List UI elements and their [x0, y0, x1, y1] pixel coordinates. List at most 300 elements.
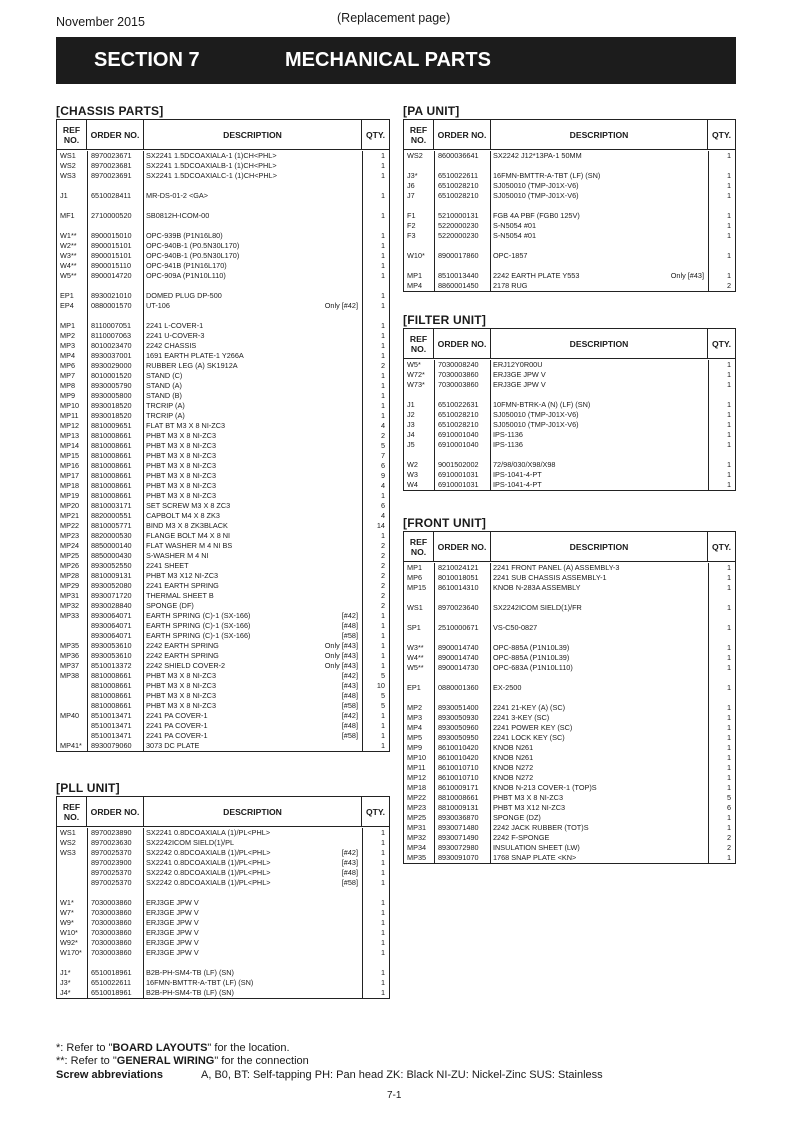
description-column [491, 151, 708, 291]
ref-cell [60, 311, 87, 321]
qty-cell: 1 [380, 161, 385, 170]
description-header: DESCRIPTION [144, 797, 362, 826]
order-header: ORDER NO. [87, 797, 144, 826]
description-cell [146, 151, 362, 161]
qty-cell: 1 [380, 381, 385, 390]
ref-cell: W4** [407, 653, 424, 662]
description-cell [493, 370, 708, 380]
ref-cell: W1** [60, 231, 77, 240]
qty-cell: 1 [380, 661, 385, 670]
order-cell: 8810008661 [91, 491, 132, 500]
description-cell [493, 151, 708, 161]
qty-cell: 1 [380, 291, 385, 300]
order-cell [438, 241, 490, 251]
order-cell: 8810008661 [91, 701, 132, 710]
description-text: SET SCREW M3 X 8 ZC3 [146, 501, 231, 510]
order-cell: 7030003860 [91, 898, 132, 907]
page-number: 7-1 [387, 1090, 402, 1101]
ref-cell: MP31 [407, 823, 427, 832]
description-cell [146, 918, 362, 928]
description-text: IPS-1136 [493, 440, 523, 449]
model-note: [#58] [341, 701, 358, 710]
ref-cell: MP4 [407, 281, 423, 290]
ref-cell: MP33 [60, 611, 80, 620]
description-text: OPC-940B-1 (P0.5N30L170) [146, 251, 240, 260]
description-text: 16FMN-BMTTR-A-TBT (LF) (SN) [493, 171, 601, 180]
order-cell: 7030008240 [438, 360, 479, 369]
description-cell [493, 420, 708, 430]
order-cell: 8970023681 [91, 161, 132, 170]
description-cell [146, 551, 362, 561]
description-text: ERJ3GE JPW V [146, 938, 199, 947]
parts-table [56, 119, 390, 752]
qty-cell: 10 [376, 681, 385, 690]
model-note: [#58] [341, 631, 358, 640]
qty-cell: 1 [726, 703, 731, 712]
ref-cell: W10* [60, 928, 78, 937]
order-cell [438, 161, 490, 171]
order-cell: 8820000551 [91, 511, 132, 520]
order-cell: 8930052550 [91, 561, 132, 570]
description-cell [493, 733, 708, 743]
footnote-board-layouts: *: Refer to "BOARD LAYOUTS" for the location. [56, 1042, 290, 1054]
qty-cell: 1 [380, 301, 385, 310]
qty-cell: 1 [380, 838, 385, 847]
order-cell: 8610010420 [438, 753, 479, 762]
order-cell [91, 888, 143, 898]
description-text: PHBT M3 X 8 NI-ZC3 [146, 431, 217, 440]
ref-cell [60, 691, 87, 701]
order-cell: 6510018961 [91, 988, 132, 997]
ref-cell: WS2 [60, 161, 76, 170]
ref-cell: MP20 [60, 501, 80, 510]
order-cell: 8510013471 [91, 711, 132, 720]
order-cell: 7030003860 [438, 380, 479, 389]
order-cell: 8810005771 [91, 521, 132, 530]
qty-cell: 6 [380, 501, 385, 510]
description-text: S-WASHER M 4 NI [146, 551, 209, 560]
qty-cell: 1 [726, 743, 731, 752]
description-cell [146, 491, 362, 501]
ref-cell: J1 [60, 191, 68, 200]
order-cell: 8900015110 [91, 261, 132, 270]
ref-cell: W72* [407, 370, 425, 379]
description-cell [493, 613, 708, 623]
description-cell [493, 773, 708, 783]
order-cell: 8810008661 [91, 471, 132, 480]
description-text: RUBBER LEG (A) SK1912A [146, 361, 238, 370]
qty-cell: 2 [380, 571, 385, 580]
description-text: PHBT M3 X12 NI-ZC3 [146, 571, 219, 580]
description-text: OPC-939B (P1N16L80) [146, 231, 223, 240]
model-note: [#43] [341, 681, 358, 690]
ref-cell: W3** [407, 643, 424, 652]
description-cell [146, 571, 362, 581]
description-cell [146, 601, 362, 611]
ref-cell: MP35 [60, 641, 80, 650]
description-cell [493, 683, 708, 693]
description-cell [146, 888, 362, 898]
order-header: ORDER NO. [87, 120, 144, 149]
description-cell [146, 868, 362, 878]
description-cell [493, 390, 708, 400]
qty-cell: 1 [380, 651, 385, 660]
description-text: PHBT M3 X 8 NI-ZC3 [146, 461, 217, 470]
order-header: ORDER NO. [434, 532, 491, 561]
description-text: 2241 L-COVER-1 [146, 321, 204, 330]
ref-header: REF NO. [404, 120, 434, 149]
description-text: PHBT M3 X 8 NI-ZC3 [146, 671, 217, 680]
section-number: SECTION 7 [94, 49, 200, 71]
description-cell [146, 161, 362, 171]
description-text: OPC-683A (P1N10L110) [493, 663, 573, 672]
ref-cell: W4** [60, 261, 77, 270]
order-cell: 8930050950 [438, 733, 479, 742]
order-cell: 8930051400 [438, 703, 479, 712]
description-text: 72/98/030/X98/X98 [493, 460, 556, 469]
description-text: SX2242ICOM SIELD(1)/FR [493, 603, 582, 612]
description-text: SX2241 1.5DCOAXIALC-1 (1)CH<PHL> [146, 171, 277, 180]
ref-cell: F2 [407, 221, 416, 230]
description-cell [493, 181, 708, 191]
description-cell [493, 281, 708, 291]
order-cell: 5210000131 [438, 211, 479, 220]
order-cell: 8930053610 [91, 641, 132, 650]
qty-cell: 1 [380, 191, 385, 200]
ref-cell [407, 261, 434, 271]
table-title: [FRONT UNIT] [403, 516, 487, 530]
ref-cell [60, 858, 87, 868]
description-text: TRCRIP (A) [146, 401, 185, 410]
description-text: PHBT M3 X 8 NI-ZC3 [146, 451, 217, 460]
order-cell: 8820000530 [91, 531, 132, 540]
qty-cell: 1 [726, 231, 731, 240]
model-note: [#58] [341, 878, 358, 887]
qty-cell: 2 [726, 833, 731, 842]
description-text: 2241 PA COVER-1 [146, 711, 208, 720]
description-text: PHBT M3 X 8 NI-ZC3 [146, 701, 217, 710]
qty-cell: 1 [380, 711, 385, 720]
ref-cell: MP3 [407, 713, 423, 722]
description-text: PHBT M3 X 8 NI-ZC3 [146, 491, 217, 500]
ref-cell: MP25 [407, 813, 427, 822]
description-cell [146, 431, 362, 441]
order-cell: 7030003860 [438, 370, 479, 379]
order-cell: 8930071490 [438, 833, 479, 842]
qty-cell: 1 [380, 531, 385, 540]
table-title: [FILTER UNIT] [403, 313, 487, 327]
model-note: [#48] [341, 621, 358, 630]
qty-cell [709, 633, 731, 643]
table-header-row [404, 532, 735, 562]
description-text: OPC-941B (P1N16L170) [146, 261, 227, 270]
ref-cell: MP2 [407, 703, 423, 712]
description-cell [146, 701, 362, 711]
ref-cell: EP1 [60, 291, 74, 300]
qty-cell: 1 [726, 171, 731, 180]
qty-cell: 1 [726, 440, 731, 449]
ref-cell: MP8 [60, 381, 76, 390]
description-cell [146, 968, 362, 978]
ref-cell: MP22 [60, 521, 80, 530]
description-header: DESCRIPTION [491, 532, 708, 561]
ref-cell [407, 241, 434, 251]
description-text: VS-C50-0827 [493, 623, 538, 632]
qty-cell: 1 [380, 331, 385, 340]
header-note: (Replacement page) [337, 11, 451, 25]
description-text: 2241 U-COVER-3 [146, 331, 205, 340]
description-text: KNOB N272 [493, 763, 534, 772]
description-cell [493, 410, 708, 420]
qty-cell: 1 [380, 928, 385, 937]
order-cell [91, 221, 143, 231]
qty-cell: 1 [380, 171, 385, 180]
ref-cell: MP12 [407, 773, 427, 782]
order-cell: 6510028210 [438, 181, 479, 190]
order-column [87, 828, 144, 998]
order-cell: 8970023671 [91, 151, 132, 160]
qty-cell: 1 [726, 460, 731, 469]
qty-cell: 1 [380, 261, 385, 270]
order-header: ORDER NO. [434, 329, 491, 358]
ref-cell: W3** [60, 251, 77, 260]
order-cell: 7030003860 [91, 938, 132, 947]
parts-table [403, 119, 736, 292]
model-note: [#48] [341, 868, 358, 877]
ref-cell: MP12 [60, 421, 80, 430]
qty-cell: 1 [726, 221, 731, 230]
description-cell [493, 271, 708, 281]
description-cell [493, 803, 708, 813]
description-text: B2B-PH-SM4-TB (LF) (SN) [146, 968, 234, 977]
ref-cell: WS1 [60, 151, 76, 160]
description-text: 2241 PA COVER-1 [146, 731, 208, 740]
model-note: Only [#43] [324, 641, 358, 650]
description-text: STAND (B) [146, 391, 182, 400]
description-text: DOMED PLUG DP-500 [146, 291, 222, 300]
description-cell [146, 311, 362, 321]
qty-cell: 1 [726, 271, 731, 280]
description-text: 2241 SHEET [146, 561, 189, 570]
model-note: Only [#42] [324, 301, 358, 310]
description-text: FLAT BT M3 X 8 NI-ZC3 [146, 421, 226, 430]
description-cell [146, 291, 362, 301]
description-cell [146, 671, 362, 681]
ref-cell: MP16 [60, 461, 80, 470]
order-cell: 6910001040 [438, 430, 479, 439]
description-cell [146, 898, 362, 908]
order-cell: 8930050960 [438, 723, 479, 732]
order-cell: 5220000230 [438, 221, 479, 230]
description-text: PHBT M3 X 8 NI-ZC3 [146, 441, 217, 450]
ref-cell [407, 390, 434, 400]
description-text: 2241 EARTH SPRING [146, 581, 219, 590]
description-cell [146, 191, 362, 201]
description-text: 2242 JACK RUBBER (TOT)S [493, 823, 589, 832]
description-cell [493, 663, 708, 673]
ref-cell: MP15 [60, 451, 80, 460]
description-cell [493, 573, 708, 583]
order-cell: 8810008661 [91, 441, 132, 450]
description-text: PHBT M3 X 8 NI-ZC3 [146, 681, 217, 690]
ref-cell: MP34 [407, 843, 427, 852]
qty-cell: 1 [726, 573, 731, 582]
ref-cell: F1 [407, 211, 416, 220]
ref-column [404, 151, 434, 291]
order-cell [438, 693, 490, 703]
qty-cell: 1 [380, 351, 385, 360]
table-title: [PA UNIT] [403, 104, 460, 118]
order-cell [438, 633, 490, 643]
ref-cell: MP32 [60, 601, 80, 610]
order-cell: 2710000520 [91, 211, 132, 220]
description-text: 2242 EARTH SPRING [146, 641, 219, 650]
description-text: PHBT M3 X 8 NI-ZC3 [146, 471, 217, 480]
description-cell [146, 411, 362, 421]
ref-cell: MP26 [60, 561, 80, 570]
order-cell [438, 261, 490, 271]
description-text: SX2241 1.5DCOAXIALA-1 (1)CH<PHL> [146, 151, 277, 160]
qty-cell: 2 [380, 591, 385, 600]
description-text: OPC-909A (P1N10L110) [146, 271, 226, 280]
description-text: STAND (C) [146, 371, 183, 380]
description-text: ERJ3GE JPW V [493, 370, 546, 379]
description-text: SX2242 0.8DCOAXIALB (1)/PL<PHL> [146, 848, 271, 857]
ref-cell [60, 621, 87, 631]
ref-cell [60, 701, 87, 711]
description-cell [146, 381, 362, 391]
description-text: ERJ3GE JPW V [146, 908, 199, 917]
section-banner [56, 37, 736, 84]
description-cell [146, 838, 362, 848]
description-text: 2242 CHASSIS [146, 341, 197, 350]
description-cell [146, 978, 362, 988]
ref-cell: J5 [407, 440, 415, 449]
qty-cell [363, 221, 385, 231]
description-text: 2241 FRONT PANEL (A) ASSEMBLY-3 [493, 563, 620, 572]
table-header-row [57, 120, 389, 150]
description-text: TRCRIP (A) [146, 411, 185, 420]
qty-header: QTY. [711, 129, 732, 140]
ref-cell: MP31 [60, 591, 80, 600]
description-text: BIND M3 X 8 ZK3BLACK [146, 521, 228, 530]
description-cell [146, 711, 362, 721]
ref-cell: MP29 [60, 581, 80, 590]
description-text: SX2241 0.8DCOAXIALA (1)/PL<PHL> [146, 828, 271, 837]
order-cell: 8930018520 [91, 411, 132, 420]
description-text: 2241 21-KEY (A) (SC) [493, 703, 566, 712]
ref-cell [407, 201, 434, 211]
ref-cell: MP4 [60, 351, 76, 360]
ref-cell [60, 878, 87, 888]
description-cell [146, 501, 362, 511]
description-text: SX2241 1.5DCOAXIALB-1 (1)CH<PHL> [146, 161, 277, 170]
qty-cell: 1 [726, 583, 731, 592]
order-cell: 8010018051 [438, 573, 479, 582]
qty-cell [709, 241, 731, 251]
ref-cell [407, 161, 434, 171]
ref-cell: MP17 [60, 471, 80, 480]
qty-cell: 14 [376, 521, 385, 530]
order-cell: 5220000230 [438, 231, 479, 240]
order-cell: 7030003860 [91, 908, 132, 917]
ref-cell: MP15 [407, 583, 427, 592]
description-cell [493, 261, 708, 271]
ref-cell: W4 [407, 480, 418, 489]
ref-cell [407, 450, 434, 460]
model-note: [#42] [341, 611, 358, 620]
description-header: DESCRIPTION [491, 329, 708, 358]
order-cell: 8510013471 [91, 731, 132, 740]
order-cell: 8610009171 [438, 783, 479, 792]
description-text: IPS-1041-4-PT [493, 480, 542, 489]
ref-cell [60, 888, 87, 898]
order-cell: 6510028210 [438, 420, 479, 429]
order-cell: 8970023630 [91, 838, 132, 847]
order-cell: 8810009651 [91, 421, 132, 430]
order-cell: 8970025370 [91, 848, 132, 857]
description-cell [146, 661, 362, 671]
ref-cell [60, 958, 87, 968]
description-cell [493, 763, 708, 773]
ref-cell: MP6 [60, 361, 76, 370]
ref-cell: SP1 [407, 623, 421, 632]
description-cell [493, 251, 708, 261]
description-text: FLANGE BOLT M4 X 8 NI [146, 531, 231, 540]
filter-unit-block [403, 313, 736, 491]
ref-cell: J4* [60, 988, 71, 997]
order-cell: 8930005790 [91, 381, 132, 390]
order-cell: 8970023691 [91, 171, 132, 180]
description-text: 1691 EARTH PLATE-1 Y266A [146, 351, 244, 360]
description-cell [146, 641, 362, 651]
order-cell: 8900017860 [438, 251, 479, 260]
qty-cell: 6 [726, 803, 731, 812]
ref-cell: J6 [407, 181, 415, 190]
ref-cell: MP24 [60, 541, 80, 550]
qty-cell: 1 [380, 631, 385, 640]
ref-cell: MP18 [407, 783, 427, 792]
description-cell [146, 611, 362, 621]
qty-cell: 1 [380, 878, 385, 887]
model-note: Only [#43] [324, 661, 358, 670]
order-cell: 8900014730 [438, 663, 479, 672]
description-text: SX2241 0.8DCOAXIALB (1)/PL<PHL> [146, 858, 271, 867]
qty-cell: 1 [726, 410, 731, 419]
qty-cell: 1 [380, 908, 385, 917]
order-cell: 8510013372 [91, 661, 132, 670]
description-cell [146, 631, 362, 641]
order-cell: 6910001040 [438, 440, 479, 449]
description-text: 2241 LOCK KEY (SC) [493, 733, 565, 742]
order-cell: 8930072980 [438, 843, 479, 852]
description-cell [146, 848, 362, 858]
qty-cell: 2 [726, 843, 731, 852]
ref-cell: W2** [60, 241, 77, 250]
description-cell [146, 201, 362, 211]
qty-cell: 1 [380, 641, 385, 650]
ref-cell: MP9 [407, 743, 423, 752]
description-cell [493, 201, 708, 211]
qty-cell [709, 673, 731, 683]
description-text: THERMAL SHEET B [146, 591, 214, 600]
model-note: Only [#43] [670, 271, 704, 280]
description-text: 2242 SHIELD COVER-2 [146, 661, 226, 670]
order-column [87, 151, 144, 751]
description-text: 2241 SUB CHASSIS ASSEMBLY-1 [493, 573, 607, 582]
order-cell: 6910001031 [438, 480, 479, 489]
order-cell: 6510018961 [91, 968, 132, 977]
